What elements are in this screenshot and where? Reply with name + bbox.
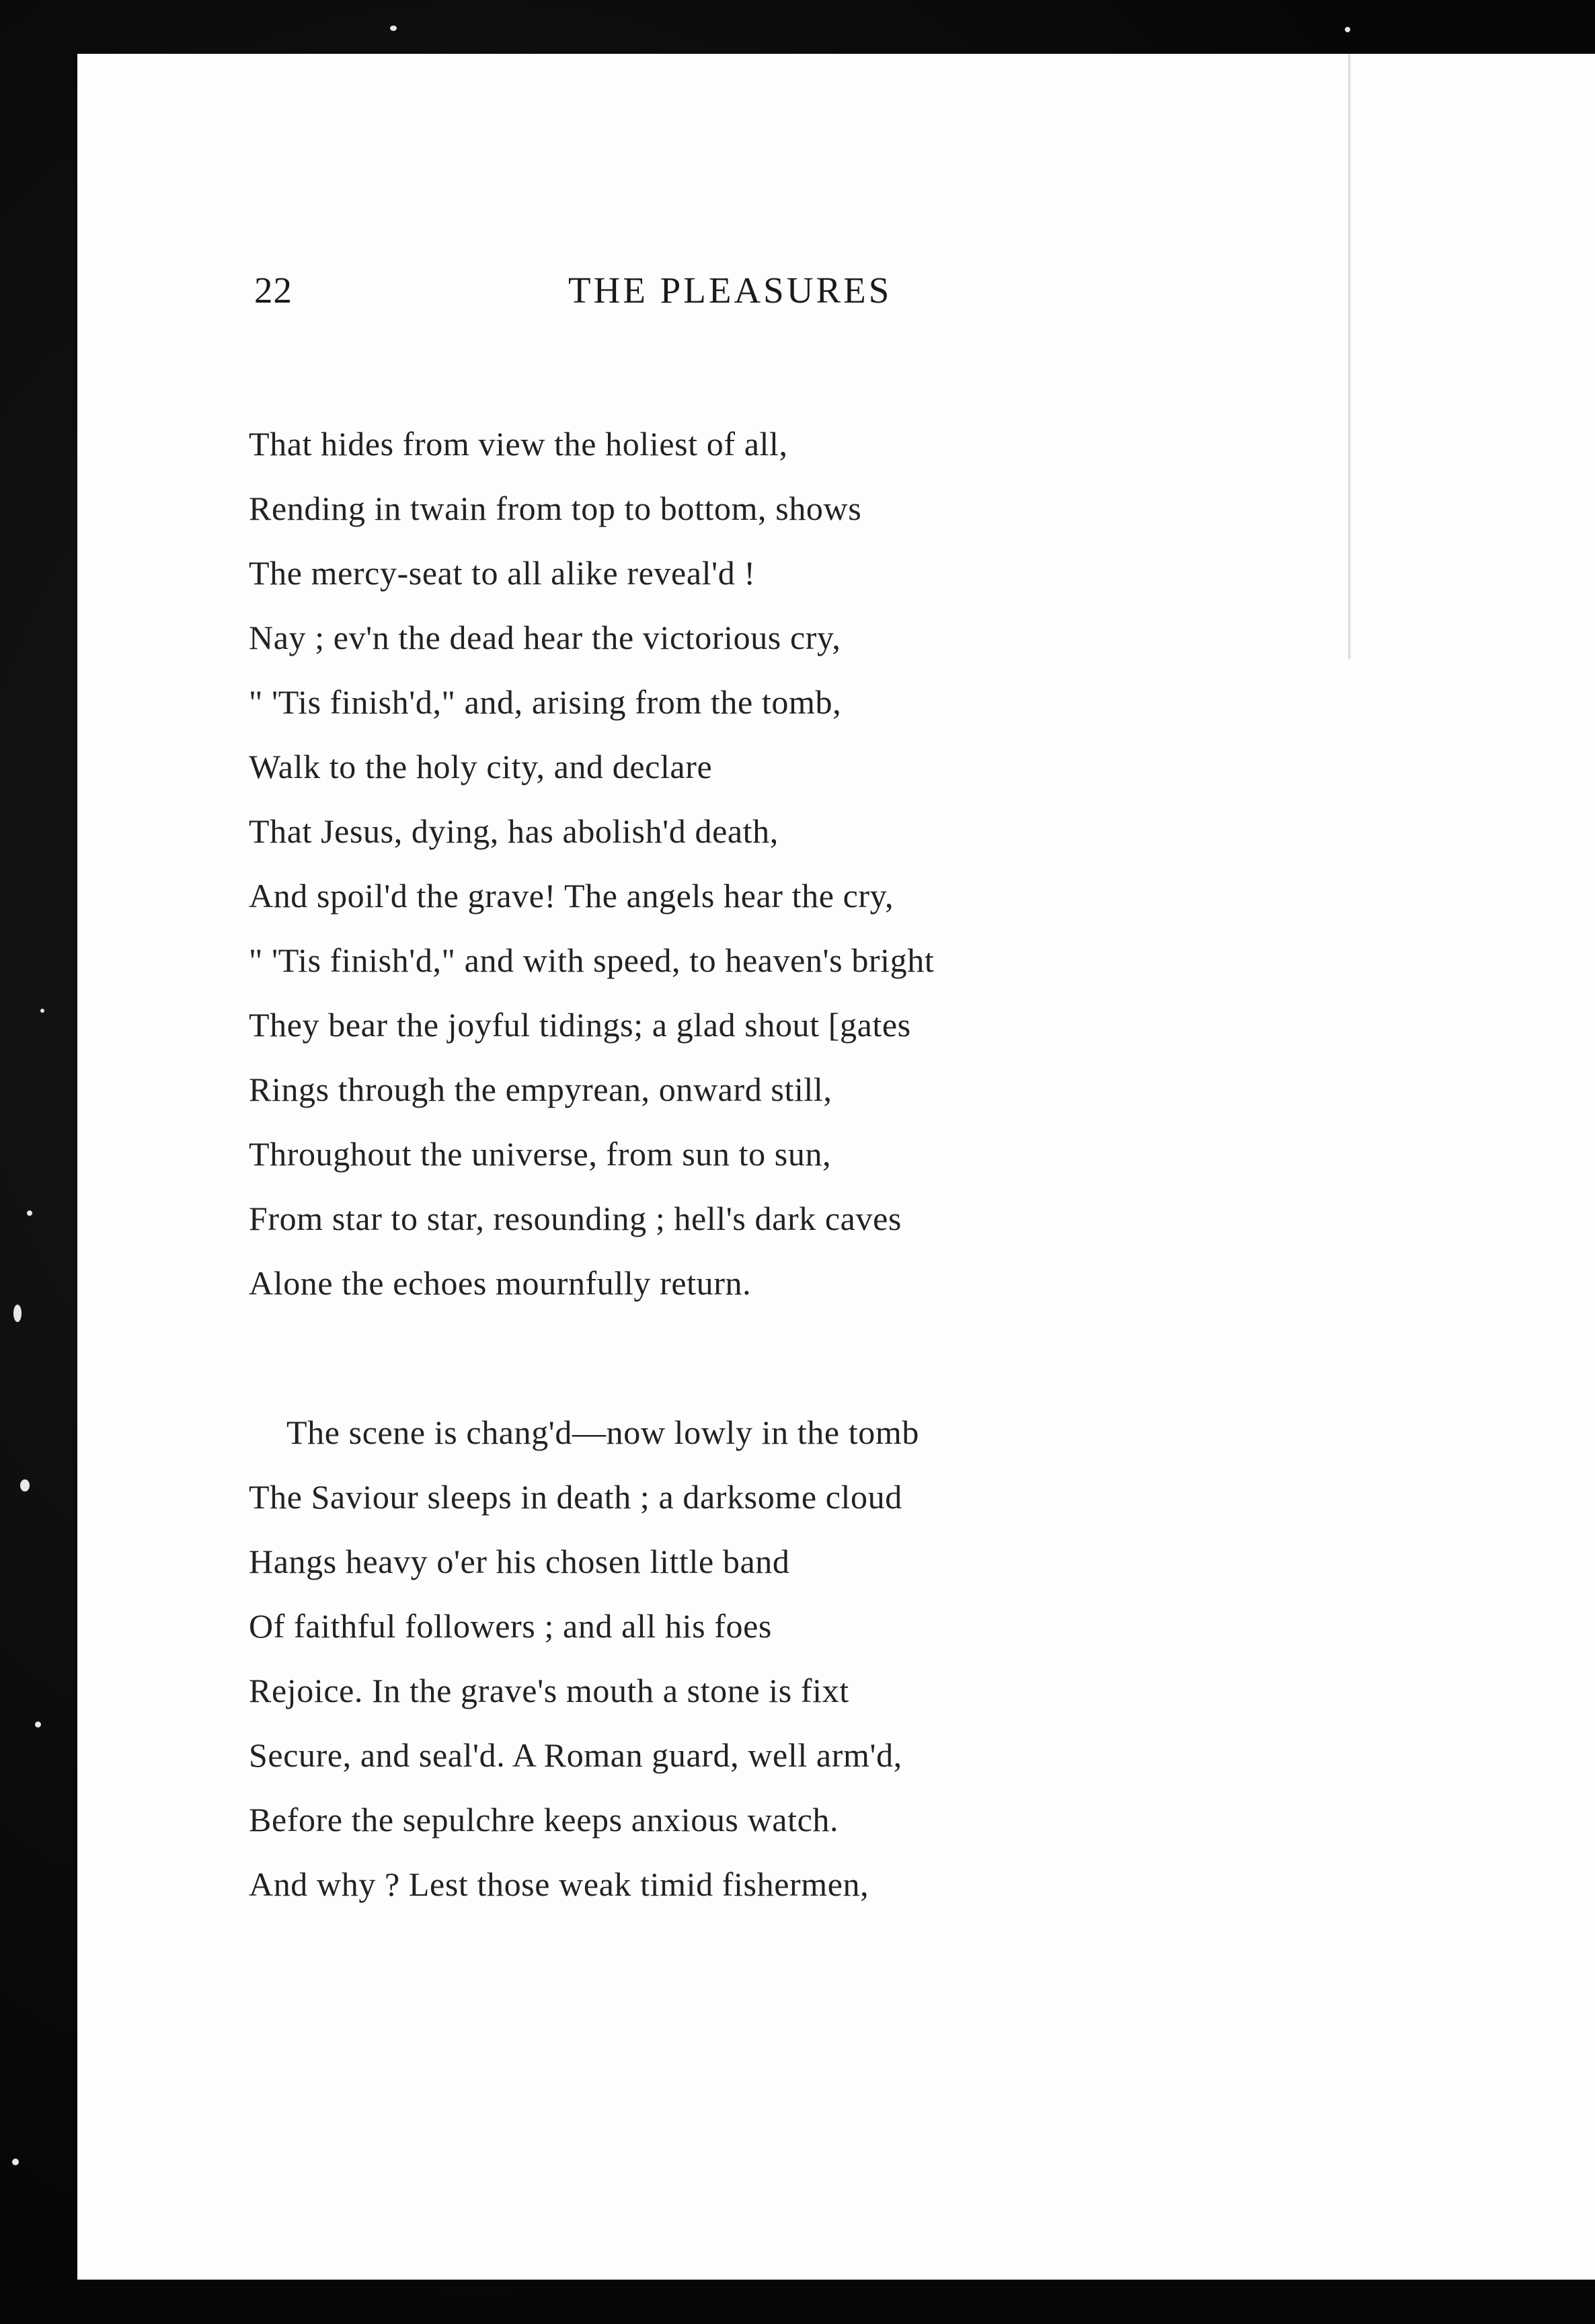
poem-line: Rending in twain from top to bottom, shows xyxy=(249,490,862,527)
poem-line: Rings through the empyrean, onward still, xyxy=(249,1071,832,1108)
poem-line: Of faithful followers ; and all his foes xyxy=(249,1607,772,1645)
poem-line: From star to star, resounding ; hell's dark caves xyxy=(249,1200,902,1237)
dust-speck xyxy=(35,1721,41,1728)
poem-line: And why ? Lest those weak timid fishermen, xyxy=(249,1865,869,1903)
dust-speck xyxy=(13,1305,22,1322)
poem-line: That Jesus, dying, has abolish'd death, xyxy=(249,812,779,850)
dust-speck xyxy=(1345,27,1350,32)
poem-line: Walk to the holy city, and declare xyxy=(249,748,713,785)
stanza-2 xyxy=(249,1400,1190,1916)
dust-speck xyxy=(390,26,397,31)
poem-line: The Saviour sleeps in death ; a darksome cloud xyxy=(249,1478,902,1516)
poem-line: " 'Tis finish'd," and, arising from the tomb, xyxy=(249,683,842,721)
running-head xyxy=(254,269,947,323)
poem-line: Hangs heavy o'er his chosen little band xyxy=(249,1543,790,1580)
poem-line: " 'Tis finish'd," and with speed, to heaven's bright xyxy=(249,941,935,979)
poem-line: The scene is chang'd—now lowly in the tomb xyxy=(286,1413,919,1451)
page-number: 22 xyxy=(254,270,293,311)
poem-line: Rejoice. In the grave's mouth a stone is fixt xyxy=(249,1672,849,1709)
poem-line: They bear the joyful tidings; a glad shout [gates xyxy=(249,1006,911,1044)
running-title: THE PLEASURES xyxy=(568,270,892,311)
poem-line: The mercy-seat to all alike reveal'd ! xyxy=(249,554,756,592)
poem-line: Secure, and seal'd. A Roman guard, well arm'd, xyxy=(249,1736,902,1774)
dust-speck xyxy=(40,1009,44,1013)
page-fold-shadow xyxy=(1348,54,1351,659)
dust-speck xyxy=(12,2159,19,2165)
poem-line: And spoil'd the grave! The angels hear the cry, xyxy=(249,877,894,915)
dust-speck xyxy=(27,1210,32,1216)
stanza-1 xyxy=(249,412,1190,1315)
poem-line: Nay ; ev'n the dead hear the victorious cry, xyxy=(249,619,841,656)
dust-speck xyxy=(20,1479,30,1492)
poem-line: Alone the echoes mournfully return. xyxy=(249,1264,752,1302)
poem-line: Throughout the universe, from sun to sun, xyxy=(249,1135,832,1173)
poem-line: Before the sepulchre keeps anxious watch. xyxy=(249,1801,839,1838)
poem-line: That hides from view the holiest of all, xyxy=(249,425,788,463)
